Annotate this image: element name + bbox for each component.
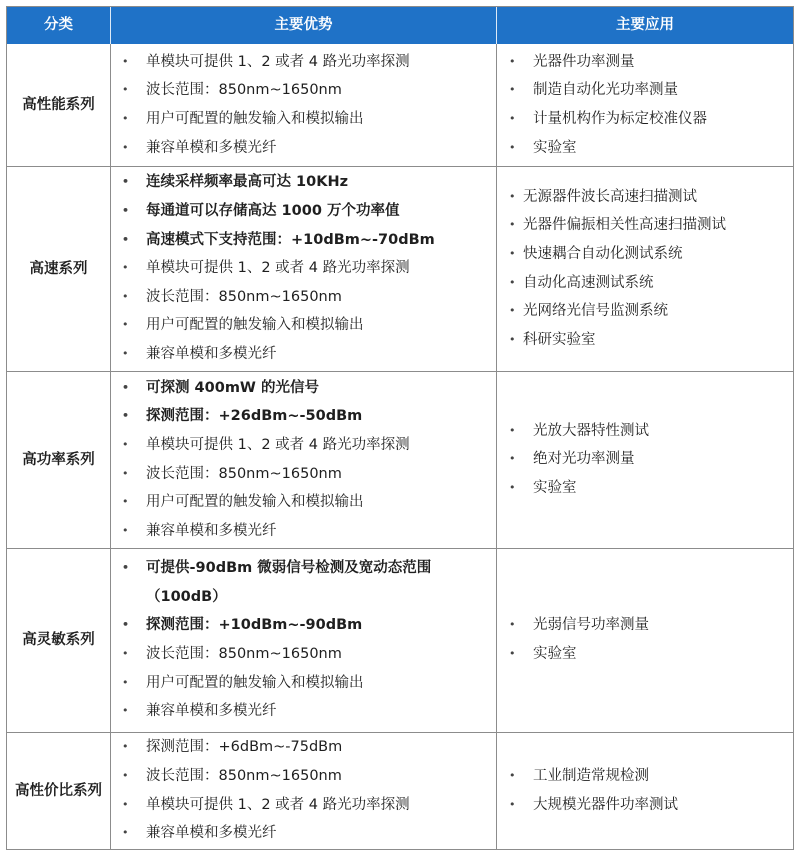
- bullet-icon: •: [122, 826, 129, 840]
- application-text: 无源器件波长高速扫描测试: [523, 188, 697, 205]
- application-text: 制造自动化光功率测量: [533, 82, 678, 99]
- advantage-text: 用户可配置的触发输入和模拟输出: [146, 111, 364, 127]
- series-category: 高性能系列: [22, 97, 95, 113]
- applications-cell: [497, 166, 793, 371]
- advantage-text: 用户可配置的触发输入和模拟输出: [146, 494, 364, 511]
- advantage-text: 兼容单模和多模光纤: [146, 825, 277, 842]
- advantage-item: [122, 640, 488, 669]
- bullet-icon: •: [122, 740, 129, 754]
- bullet-icon: •: [122, 466, 129, 480]
- application-item: [509, 611, 787, 640]
- applications-cell: [497, 732, 793, 849]
- advantage-item: [122, 374, 488, 403]
- advantage-item: [122, 733, 488, 762]
- bullet-icon: •: [122, 140, 129, 154]
- advantage-item: [122, 340, 488, 369]
- advantages-cell: [110, 548, 496, 732]
- application-item: [509, 183, 787, 212]
- advantage-item: [122, 517, 488, 546]
- application-text: 光器件偏振相关性高速扫描测试: [523, 217, 726, 234]
- advantage-text: 可提供-90dBm 微弱信号检测及宽动态范围（100dB）: [146, 560, 432, 605]
- bullet-icon: •: [122, 675, 129, 689]
- bullet-icon: •: [122, 495, 129, 509]
- application-text: 实验室: [533, 646, 577, 662]
- application-text: 实验室: [533, 479, 577, 496]
- application-text: 光放大器特性测试: [533, 422, 649, 439]
- application-item: [509, 211, 787, 240]
- series-category: 高功率系列: [22, 451, 95, 468]
- advantage-item: [122, 197, 488, 226]
- advantage-text: 单模块可提供 1、2 或者 4 路光功率探测: [146, 796, 410, 813]
- advantage-item: [122, 226, 488, 255]
- advantage-item: [122, 402, 488, 431]
- application-text: 绝对光功率测量: [533, 451, 635, 468]
- bullet-icon: •: [509, 618, 516, 632]
- advantage-item: [122, 669, 488, 698]
- advantage-item: [122, 311, 488, 340]
- advantages-cell: [110, 371, 496, 548]
- advantage-item: [122, 791, 488, 820]
- series-category: 高灵敏系列: [22, 632, 95, 648]
- advantage-text: 探测范围：+6dBm~-75dBm: [146, 739, 343, 756]
- advantage-text: 波长范围：850nm~1650nm: [146, 465, 342, 482]
- advantages-cell: [110, 166, 496, 371]
- advantage-item: [122, 76, 488, 105]
- advantage-text: 单模块可提供 1、2 或者 4 路光功率探测: [146, 260, 410, 277]
- bullet-icon: •: [122, 54, 129, 68]
- advantage-text: 用户可配置的触发输入和模拟输出: [146, 317, 364, 334]
- application-text: 工业制造常规检测: [533, 767, 649, 784]
- application-text: 光网络光信号监测系统: [523, 303, 668, 320]
- advantage-text: 单模块可提供 1、2 或者 4 路光功率探测: [146, 436, 410, 453]
- advantage-text: 连续采样频率最高可达 10KHz: [146, 174, 349, 191]
- bullet-icon: •: [509, 140, 516, 154]
- application-item: [509, 48, 787, 77]
- application-text: 自动化高速测试系统: [523, 274, 654, 291]
- bullet-icon: •: [122, 204, 130, 218]
- advantage-item: [122, 611, 488, 640]
- bullet-icon: •: [122, 261, 129, 275]
- header-applications: 主要应用: [616, 17, 674, 33]
- advantage-text: 单模块可提供 1、2 或者 4 路光功率探测: [146, 53, 410, 70]
- applications-cell: [497, 371, 793, 548]
- application-item: [509, 474, 787, 503]
- advantage-item: [122, 134, 488, 163]
- header-advantages: 主要优势: [274, 17, 333, 33]
- bullet-icon: •: [509, 112, 516, 125]
- advantage-item: [122, 431, 488, 460]
- application-text: 科研实验室: [523, 331, 596, 348]
- application-text: 光弱信号功率测量: [533, 617, 649, 634]
- application-text: 实验室: [533, 139, 577, 156]
- bullet-icon: •: [509, 768, 516, 782]
- advantage-text: 波长范围：850nm~1650nm: [146, 82, 342, 99]
- advantage-text: 高速模式下支持范围：+10dBm~-70dBm: [146, 231, 435, 248]
- application-item: [509, 762, 787, 791]
- advantage-text: 波长范围：850nm~1650nm: [146, 646, 342, 662]
- advantage-text: 可探测 400mW 的光信号: [146, 379, 319, 396]
- application-text: 大规模光器件功率测试: [533, 796, 678, 813]
- bullet-icon: •: [509, 83, 516, 97]
- advantage-text: 探测范围：+26dBm~-50dBm: [146, 408, 363, 425]
- advantage-text: 探测范围：+10dBm~-90dBm: [146, 617, 363, 634]
- advantage-item: [122, 488, 488, 517]
- advantage-text: 兼容单模和多模光纤: [146, 703, 277, 720]
- advantage-text: 每通道可以存储高达 1000 万个功率值: [146, 203, 400, 220]
- bullet-icon: •: [509, 797, 516, 811]
- advantage-text: 波长范围：850nm~1650nm: [146, 767, 342, 784]
- advantage-item: [122, 460, 488, 489]
- bullet-icon: •: [122, 704, 129, 718]
- application-text: 计量机构作为标定校准仪器: [533, 111, 707, 127]
- product-series-table: [6, 6, 794, 850]
- application-item: [509, 417, 787, 446]
- application-text: 光器件功率测量: [533, 53, 635, 70]
- bullet-icon: •: [122, 797, 129, 811]
- bullet-icon: •: [122, 523, 129, 537]
- advantage-item: [122, 554, 488, 611]
- advantage-text: 兼容单模和多模光纤: [146, 345, 277, 362]
- advantage-item: [122, 283, 488, 312]
- application-item: [509, 105, 787, 134]
- advantage-item: [122, 254, 488, 283]
- bullet-icon: •: [122, 232, 130, 246]
- bullet-icon: •: [122, 83, 129, 97]
- application-text: 快速耦合自动化测试系统: [523, 245, 683, 262]
- table-header: [7, 7, 793, 44]
- advantage-text: 兼容单模和多模光纤: [146, 139, 277, 156]
- bullet-icon: •: [509, 423, 516, 437]
- bullet-icon: •: [122, 112, 129, 125]
- bullet-icon: •: [122, 175, 130, 189]
- bullet-icon: •: [509, 332, 516, 346]
- bullet-icon: •: [122, 647, 129, 660]
- advantage-item: [122, 105, 488, 134]
- advantage-item: [122, 697, 488, 726]
- bullet-icon: •: [509, 452, 516, 466]
- bullet-icon: •: [122, 437, 129, 451]
- bullet-icon: •: [509, 304, 516, 318]
- bullet-icon: •: [122, 409, 130, 423]
- application-item: [509, 269, 787, 298]
- bullet-icon: •: [122, 346, 129, 360]
- series-category: 高速系列: [29, 260, 88, 277]
- application-item: [509, 297, 787, 326]
- advantage-item: [122, 48, 488, 77]
- bullet-icon: •: [509, 246, 516, 260]
- advantage-text: 兼容单模和多模光纤: [146, 522, 277, 539]
- advantages-cell: [110, 732, 496, 849]
- bullet-icon: •: [509, 218, 516, 232]
- advantage-text: 用户可配置的触发输入和模拟输出: [146, 674, 364, 691]
- advantages-cell: [110, 44, 496, 166]
- advantage-text: 波长范围：850nm~1650nm: [146, 288, 342, 305]
- bullet-icon: •: [122, 318, 129, 332]
- bullet-icon: •: [509, 647, 516, 660]
- advantage-item: [122, 819, 488, 848]
- bullet-icon: •: [509, 189, 516, 203]
- bullet-icon: •: [122, 561, 130, 575]
- bullet-icon: •: [122, 380, 130, 394]
- application-item: [509, 640, 787, 669]
- application-item: [509, 326, 787, 355]
- advantage-item: [122, 168, 488, 197]
- bullet-icon: •: [509, 275, 516, 289]
- bullet-icon: •: [122, 618, 130, 632]
- bullet-icon: •: [122, 768, 129, 782]
- header-category: 分类: [44, 17, 73, 33]
- application-item: [509, 791, 787, 820]
- application-item: [509, 240, 787, 269]
- application-item: [509, 76, 787, 105]
- application-item: [509, 134, 787, 163]
- bullet-icon: •: [509, 480, 516, 494]
- advantage-item: [122, 762, 488, 791]
- bullet-icon: •: [122, 289, 129, 303]
- applications-cell: [497, 548, 793, 732]
- series-category: 高性价比系列: [15, 782, 102, 799]
- applications-cell: [497, 44, 793, 166]
- bullet-icon: •: [509, 54, 516, 68]
- application-item: [509, 445, 787, 474]
